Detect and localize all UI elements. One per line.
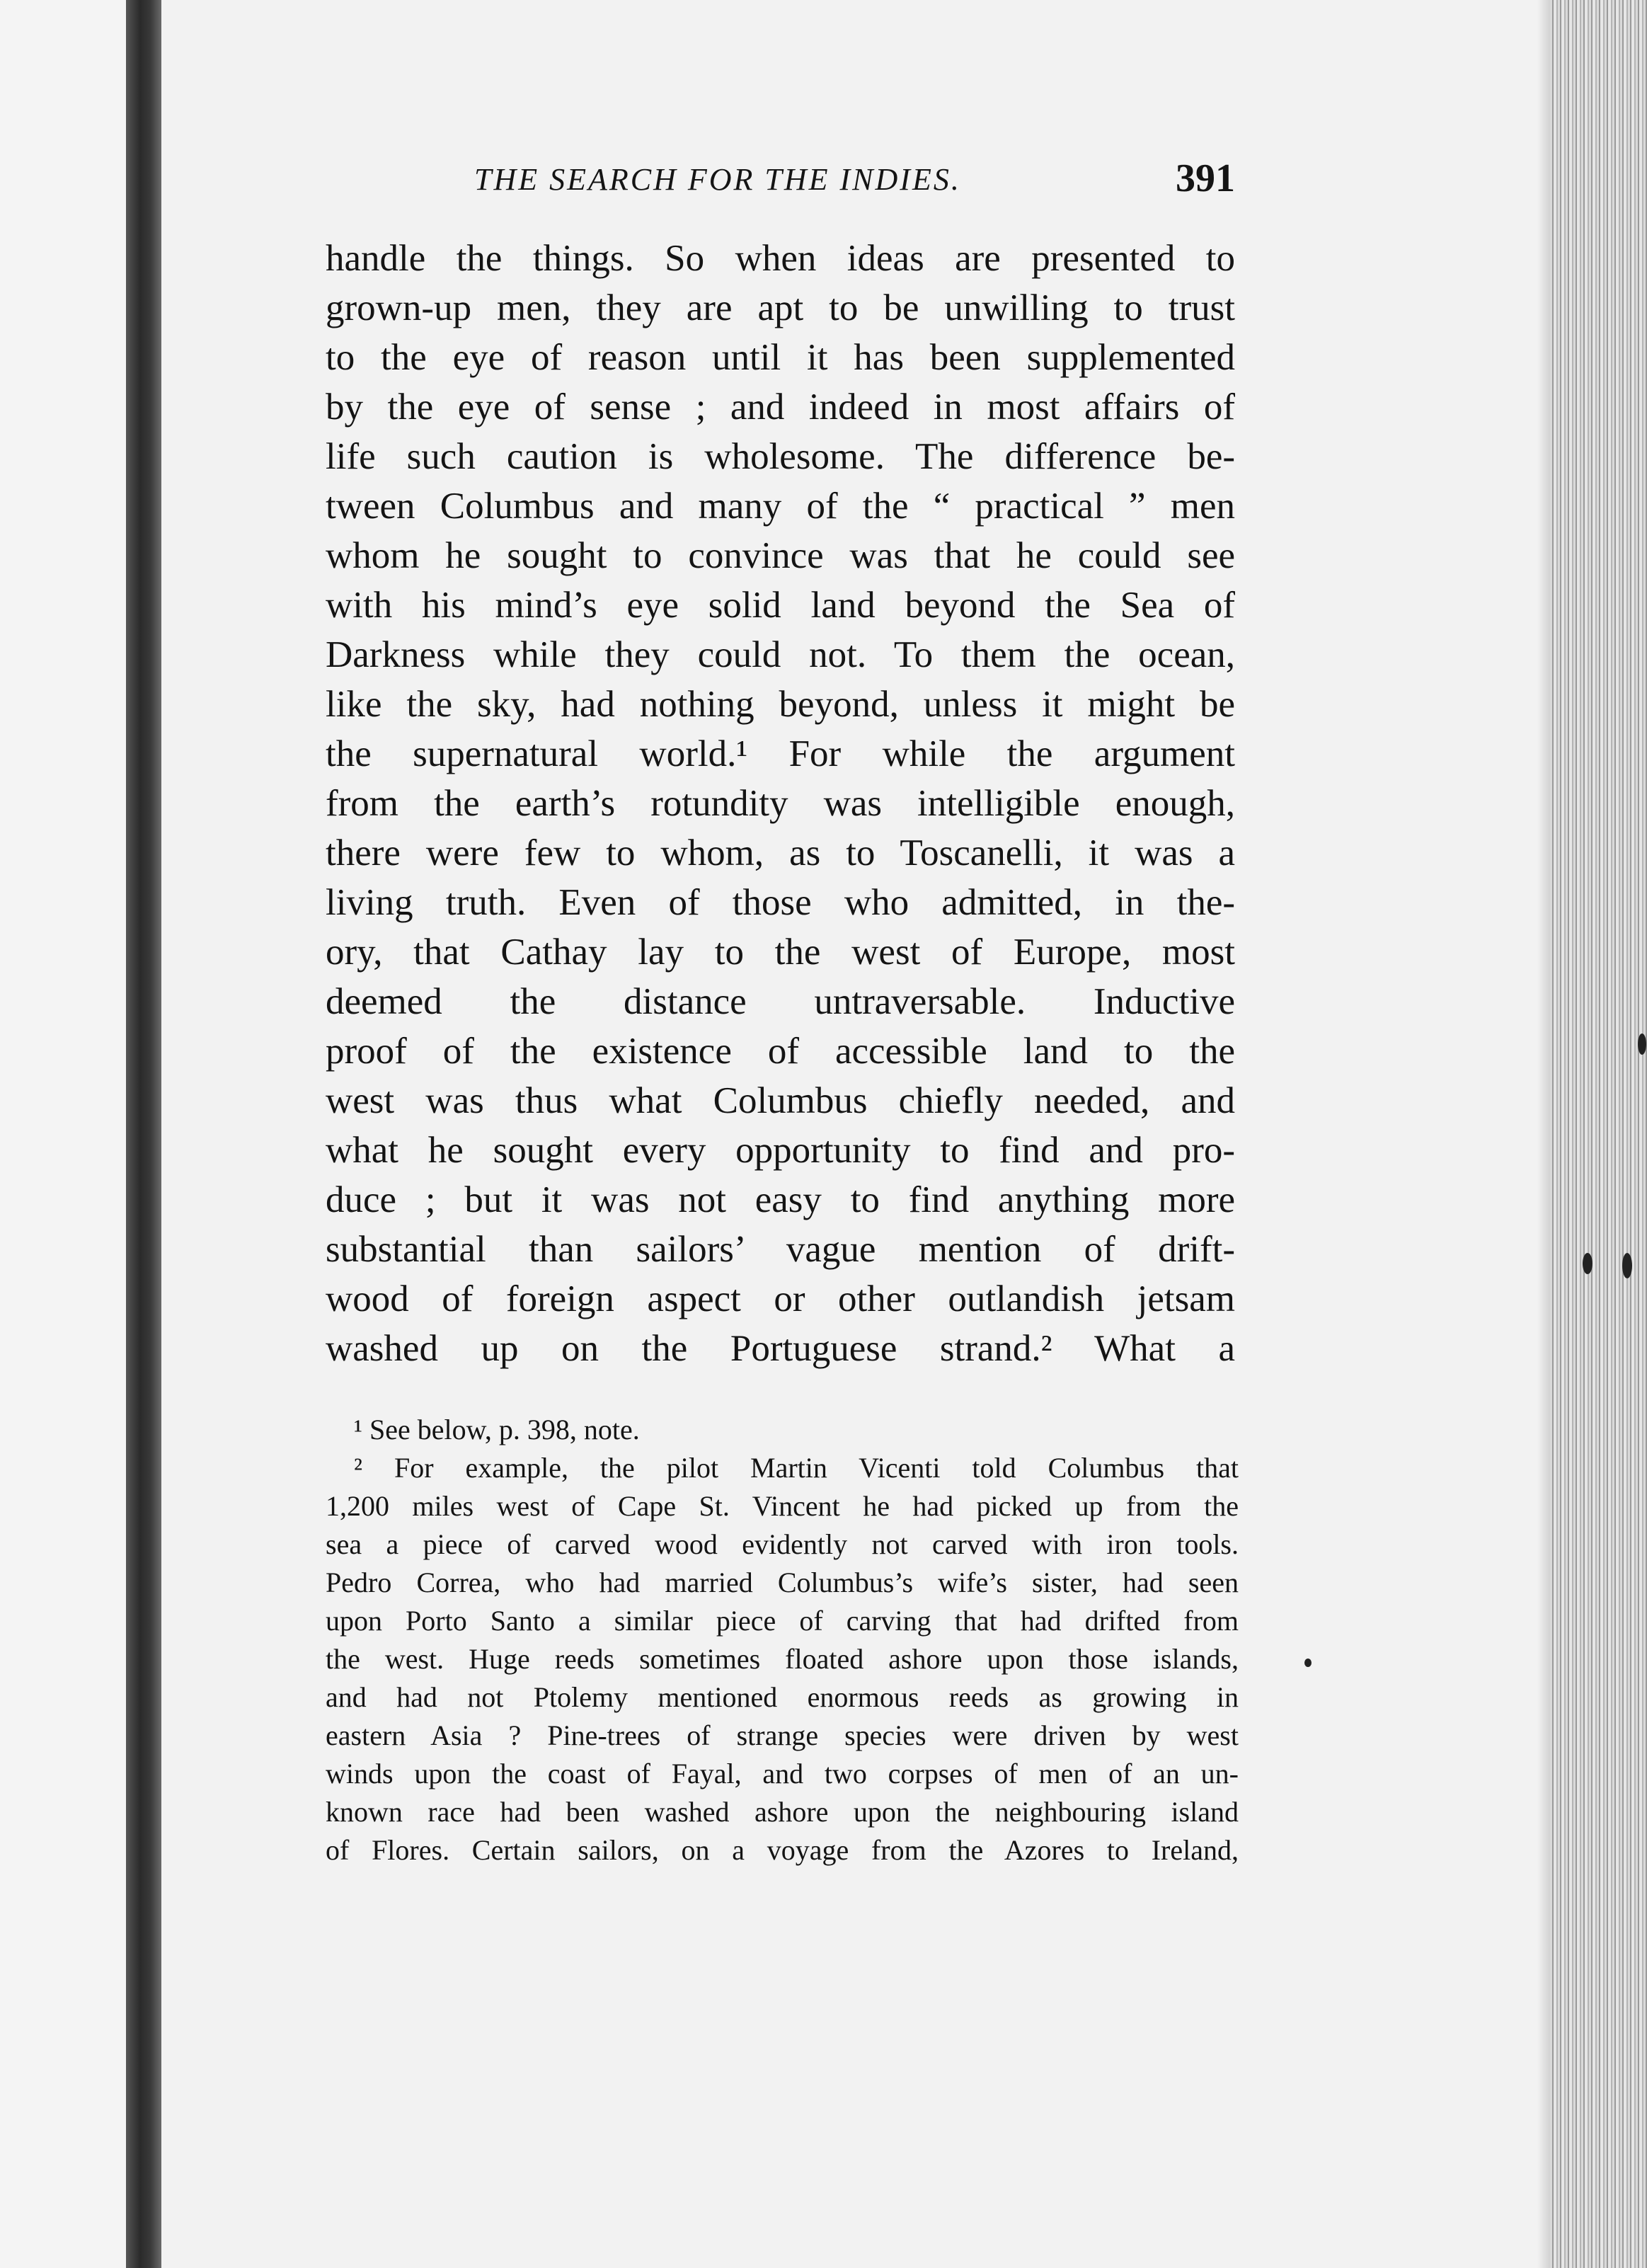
footnote-2-line: the west. Huge reeds sometimes floated ashore upon those islands,	[326, 1643, 1239, 1675]
footnote-2-line: sea a piece of carved wood evidently not carved with iron tools.	[326, 1528, 1239, 1560]
footnote-2-line: eastern Asia ? Pine-trees of strange species were driven by west	[326, 1719, 1239, 1751]
footnote-2-line: upon Porto Santo a similar piece of carving that had drifted from	[326, 1605, 1239, 1637]
footnote-2-line: known race had been washed ashore upon the neighbouring island	[326, 1796, 1239, 1828]
body-line: handle the things. So when ideas are presented to	[326, 238, 1235, 279]
body-line: what he sought every opportunity to find and pro-	[326, 1130, 1235, 1171]
body-line: like the sky, had nothing beyond, unless it might be	[326, 684, 1235, 725]
page-edge-stack	[1550, 0, 1647, 2268]
scan-speck	[1583, 1253, 1593, 1274]
body-line: proof of the existence of accessible land to the	[326, 1031, 1235, 1072]
body-line: wood of foreign aspect or other outlandish jetsam	[326, 1278, 1235, 1319]
body-line: deemed the distance untraversable. Inductive	[326, 981, 1235, 1022]
footnotes	[326, 1411, 1239, 1869]
running-title: THE SEARCH FOR THE INDIES.	[474, 162, 961, 197]
body-line: there were few to whom, as to Toscanelli, it was a	[326, 832, 1235, 874]
page-edge-shadow	[1537, 0, 1551, 2268]
footnote-2-line: 1,200 miles west of Cape St. Vincent he had picked up from the	[326, 1490, 1239, 1522]
page-header	[326, 156, 1235, 205]
footnote-2-line: of Flores. Certain sailors, on a voyage from the Azores to Ireland,	[326, 1834, 1239, 1866]
scan-speck	[1622, 1253, 1632, 1278]
body-line: the supernatural world.¹ For while the argument	[326, 733, 1235, 774]
body-line: tween Columbus and many of the “ practical ” men	[326, 486, 1235, 527]
body-line: from the earth’s rotundity was intelligible enough,	[326, 783, 1235, 824]
page-number: 391	[1176, 156, 1235, 200]
footnote-2-line: Pedro Correa, who had married Columbus’s wife’s sister, had seen	[326, 1567, 1239, 1598]
body-line: west was thus what Columbus chiefly needed, and	[326, 1080, 1235, 1121]
body-line: washed up on the Portuguese strand.² What a	[326, 1328, 1235, 1369]
body-line: substantial than sailors’ vague mention of drift-	[326, 1229, 1235, 1270]
body-line: ory, that Cathay lay to the west of Europe, most	[326, 932, 1235, 973]
body-line: with his mind’s eye solid land beyond the Sea of	[326, 585, 1235, 626]
scan-speck	[1304, 1659, 1312, 1667]
book-binding-shadow	[126, 0, 161, 2268]
body-line: by the eye of sense ; and indeed in most affairs of	[326, 386, 1235, 428]
footnote-1: ¹ See below, p. 398, note.	[354, 1414, 640, 1445]
body-line: to the eye of reason until it has been supplemented	[326, 337, 1235, 378]
footnote-2-line: ² For example, the pilot Martin Vicenti told Columbus that	[354, 1452, 1239, 1484]
scan-speck	[1638, 1033, 1646, 1055]
body-text	[326, 234, 1235, 1373]
body-line: grown-up men, they are apt to be unwilling to trust	[326, 287, 1235, 328]
left-margin	[0, 0, 126, 2268]
footnote-2-line: winds upon the coast of Fayal, and two corpses of men of an un-	[326, 1758, 1239, 1789]
body-line: whom he sought to convince was that he could see	[326, 535, 1235, 576]
body-line: Darkness while they could not. To them the ocean,	[326, 634, 1235, 675]
body-line: life such caution is wholesome. The difference be-	[326, 436, 1235, 477]
footnote-2-line: and had not Ptolemy mentioned enormous reeds as growing in	[326, 1681, 1239, 1713]
body-line: living truth. Even of those who admitted, in the-	[326, 882, 1235, 923]
body-line: duce ; but it was not easy to find anything more	[326, 1179, 1235, 1220]
